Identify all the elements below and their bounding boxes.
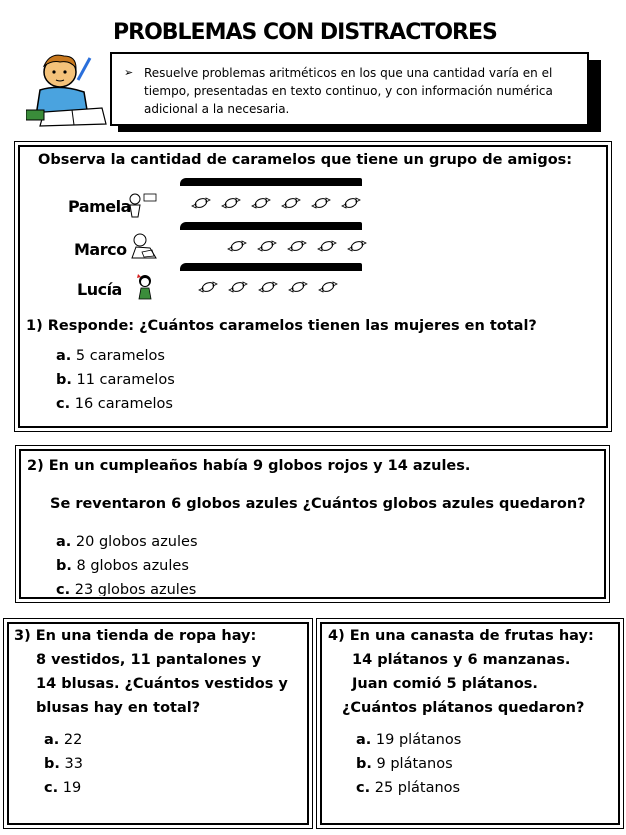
candy-icon — [346, 239, 368, 253]
candy-icon — [286, 239, 308, 253]
objective-box — [110, 52, 589, 126]
q2-line-2: Se reventaron 6 globos azules ¿Cuántos globos azules quedaron? — [50, 496, 586, 512]
girl-icon — [126, 192, 158, 218]
arrow-bullet-icon: ➢ — [124, 66, 134, 79]
candy-icon — [317, 280, 339, 294]
candy-icon — [190, 196, 212, 210]
candy-row-pamela — [190, 196, 362, 210]
q3-line: 3) En una tienda de ropa hay: — [14, 628, 257, 644]
girl-2-icon — [132, 272, 158, 300]
q2-option-b[interactable]: b. 8 globos azules — [56, 558, 189, 574]
objective-line: Resuelve problemas aritméticos en los que una cantidad varía en el — [144, 66, 553, 80]
candy-icon — [287, 280, 309, 294]
candy-icon — [280, 196, 302, 210]
candy-icon — [226, 239, 248, 253]
q2-line-1: 2) En un cumpleaños había 9 globos rojos y 14 azules. — [27, 458, 471, 474]
q2-option-a[interactable]: a. 20 globos azules — [56, 534, 198, 550]
candy-icon — [310, 196, 332, 210]
q4-option-c[interactable]: c. 25 plátanos — [356, 780, 461, 796]
q1-option-b[interactable]: b. 11 caramelos — [56, 372, 175, 388]
q1-question: 1) Responde: ¿Cuántos caramelos tienen las mujeres en total? — [26, 318, 537, 334]
kid-name-pamela: Pamela — [68, 197, 131, 216]
candy-row-marco — [226, 239, 368, 253]
objective-line: tiempo, presentadas en texto continuo, y con información numérica — [144, 84, 553, 98]
q1-option-a[interactable]: a. 5 caramelos — [56, 348, 165, 364]
candy-icon — [250, 196, 272, 210]
q3-option-b[interactable]: b. 33 — [44, 756, 83, 772]
candy-icon — [256, 239, 278, 253]
q4-option-b[interactable]: b. 9 plátanos — [356, 756, 453, 772]
q1-option-c[interactable]: c. 16 caramelos — [56, 396, 173, 412]
page-title: PROBLEMAS CON DISTRACTORES — [113, 20, 497, 45]
objective-line: adicional a la necesaria. — [144, 102, 290, 116]
q4-line: Juan comió 5 plátanos. — [352, 676, 538, 692]
q3-line: 8 vestidos, 11 pantalones y — [36, 652, 262, 668]
q3-line: blusas hay en total? — [36, 700, 201, 716]
q3-line: 14 blusas. ¿Cuántos vestidos y — [36, 676, 288, 692]
q4-line: ¿Cuántos plátanos quedaron? — [342, 700, 585, 716]
candy-icon — [227, 280, 249, 294]
student-illustration — [26, 50, 110, 130]
q4-line: 4) En una canasta de frutas hay: — [328, 628, 594, 644]
candy-icon — [220, 196, 242, 210]
candy-icon — [340, 196, 362, 210]
q1-intro: Observa la cantidad de caramelos que tiene un grupo de amigos: — [38, 152, 573, 168]
q3-option-a[interactable]: a. 22 — [44, 732, 83, 748]
kid-name-lucia: Lucía — [77, 280, 122, 299]
q3-option-c[interactable]: c. 19 — [44, 780, 82, 796]
candy-icon — [316, 239, 338, 253]
boy-reading-icon — [128, 232, 160, 260]
candy-icon — [257, 280, 279, 294]
candy-row-lucia — [197, 280, 339, 294]
q4-line: 14 plátanos y 6 manzanas. — [352, 652, 571, 668]
q2-option-c[interactable]: c. 23 globos azules — [56, 582, 197, 596]
q4-option-a[interactable]: a. 19 plátanos — [356, 732, 462, 748]
kid-name-marco: Marco — [74, 240, 127, 259]
candy-icon — [197, 280, 219, 294]
